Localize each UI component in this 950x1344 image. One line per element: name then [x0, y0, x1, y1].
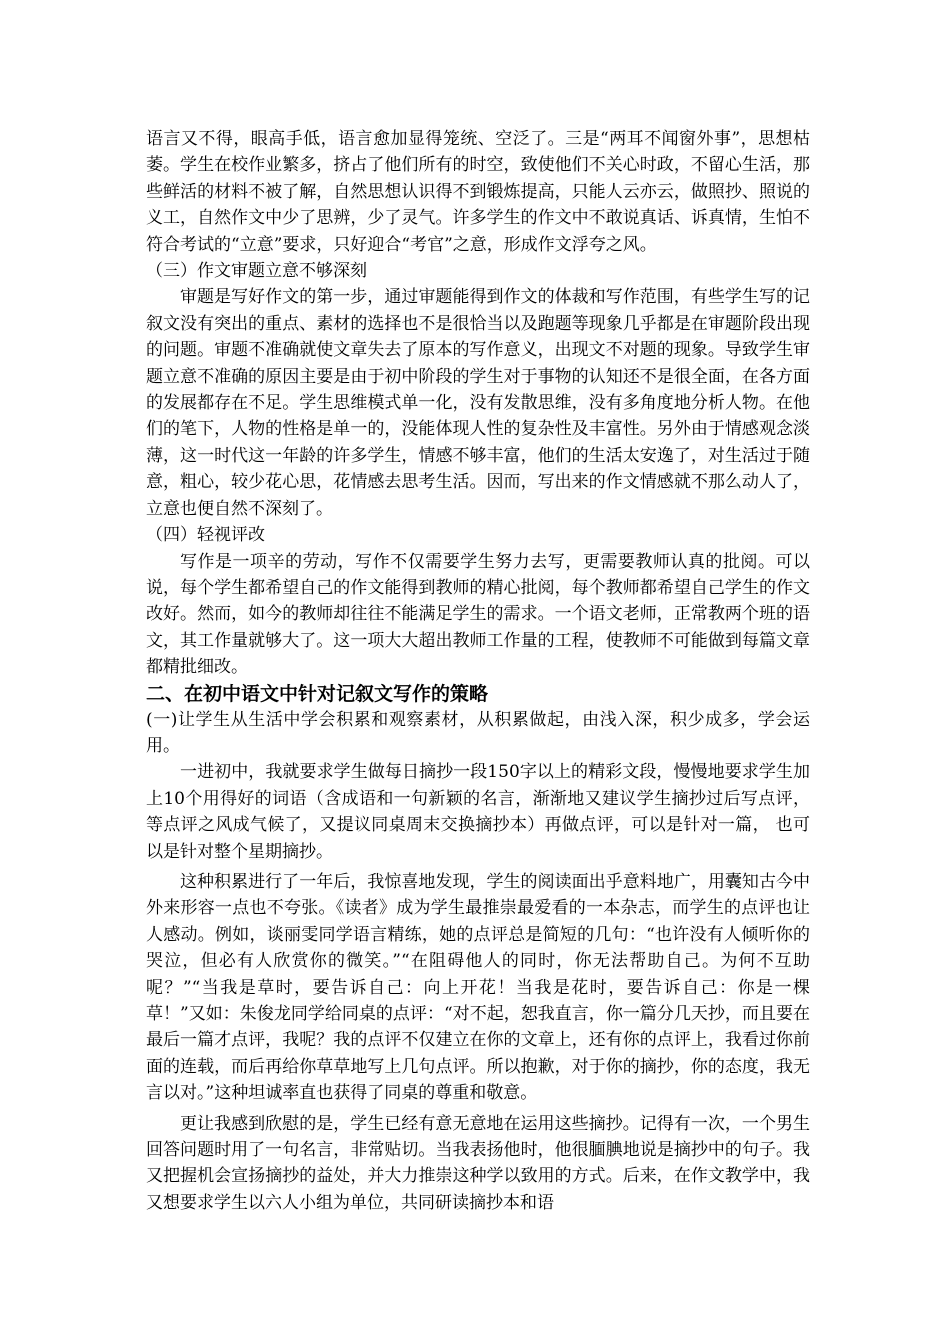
subheading-strategy-1: (一)让学生从生活中学会积累和观察素材，从积累做起，由浅入深，积少成多，学会运用。: [146, 709, 810, 756]
document-page: [146, 126, 810, 1216]
paragraph-continuation: 语言又不得，眼高手低，语言愈加显得笼统、空泛了。三是“两耳不闻窗外事”，思想枯萎。学生在校作业繁多，挤占了他们所有的时空，致使他们不关心时政，不留心生活，那些鲜活的材料不被了解，自然思想认识得不到锻炼提高，只能人云亦云，做照抄、照说的义工，自然作文中少了思辨，少了灵气。许多学生的作文中不敢说真话、诉真情，生怕不符合考试的“立意”要求，只好迎合“考官”之意，形成作文浮夸之风。: [146, 129, 810, 255]
paragraph-reading-results: 这种积累进行了一年后，我惊喜地发现，学生的阅读面出乎意料地广，用囊知古今中外来形容一点也不夸张。《读者》成为学生最推崇最爱看的一本杂志，而学生的点评也让人感动。例如，谈丽雯同学语言精练，她的点评总是简短的几句：“也许没有人倾听你的哭泣，但必有人欣赏你的微笑。”“在阻碍他人的同时，你无法帮助自己。为何不互助呢？”“当我是草时，要告诉自己：向上开花！当我是花时，要告诉自己：你是一棵草！”又如：朱俊龙同学给同桌的点评：“对不起，恕我直言，你一篇分几天抄，而且要在最后一篇才点评，我呢？我的点评不仅建立在你的文章上，还有你的点评上，我看过你前面的连载，而后再给你草草地写上几句点评。所以抱歉，对于你的摘抄，你的态度，我无言以对。”这种坦诚率直也获得了同桌的尊重和敬意。: [146, 871, 810, 1104]
paragraph-application: 更让我感到欣慰的是，学生已经有意无意地在运用这些摘抄。记得有一次，一个男生回答问题时用了一句名言，非常贴切。当我表扬他时，他很腼腆地说是摘抄中的句子。我又把握机会宣扬摘抄的益处，并大力推崇这种学以致用的方式。后来，在作文教学中，我又想要求学生以六人小组为单位，共同研读摘抄本和语: [146, 1113, 810, 1213]
section-heading-3: （三）作文审题立意不够深刻: [146, 261, 367, 282]
section-heading-4: （四）轻视评改: [146, 525, 265, 546]
paragraph-revision: 写作是一项辛的劳动，写作不仅需要学生努力去写，更需要教师认真的批阅。可以说，每个学生都希望自己的作文能得到教师的精心批阅，每个教师都希望自己学生的作文改好。然而，如今的教师却往往不能满足学生的需求。一个语文老师，正常教两个班的语文，其工作量就够大了。这一项大大超出教师工作量的工程，使教师不可能做到每篇文章都精批细改。: [146, 551, 810, 678]
main-heading-strategy: 二、在初中语文中针对记叙文写作的策略: [146, 682, 489, 705]
paragraph-excerpts: 一进初中，我就要求学生做每日摘抄一段150字以上的精彩文段，慢慢地要求学生加上10个用得好的词语（含成语和一句新颖的名言，渐渐地又建议学生摘抄过后写点评，等点评之风成气候了，又提议同桌周末交换摘抄本）再做点评，可以是针对一篇， 也可以是针对整个星期摘抄。: [146, 762, 810, 862]
paragraph-topic-analysis: 审题是写好作文的第一步，通过审题能得到作文的体裁和写作范围，有些学生写的记叙文没有突出的重点、素材的选择也不是很恰当以及跑题等现象几乎都是在审题阶段出现的问题。审题不准确就使文章失去了原本的写作意义，出现文不对题的现象。导致学生审题立意不准确的原因主要是由于初中阶段的学生对于事物的认知还不是很全面，在各方面的发展都存在不足。学生思维模式单一化，没有发散思维，没有多角度地分析人物。在他们的笔下，人物的性格是单一的，没能体现人性的复杂性及丰富性。另外由于情感观念淡薄，这一时代这一年龄的许多学生，情感不够丰富，他们的生活太安逸了，对生活过于随意，粗心，较少花心思，花情感去思考生活。因而，写出来的作文情感就不那么动人了，立意也便自然不深刻了。: [146, 287, 810, 519]
